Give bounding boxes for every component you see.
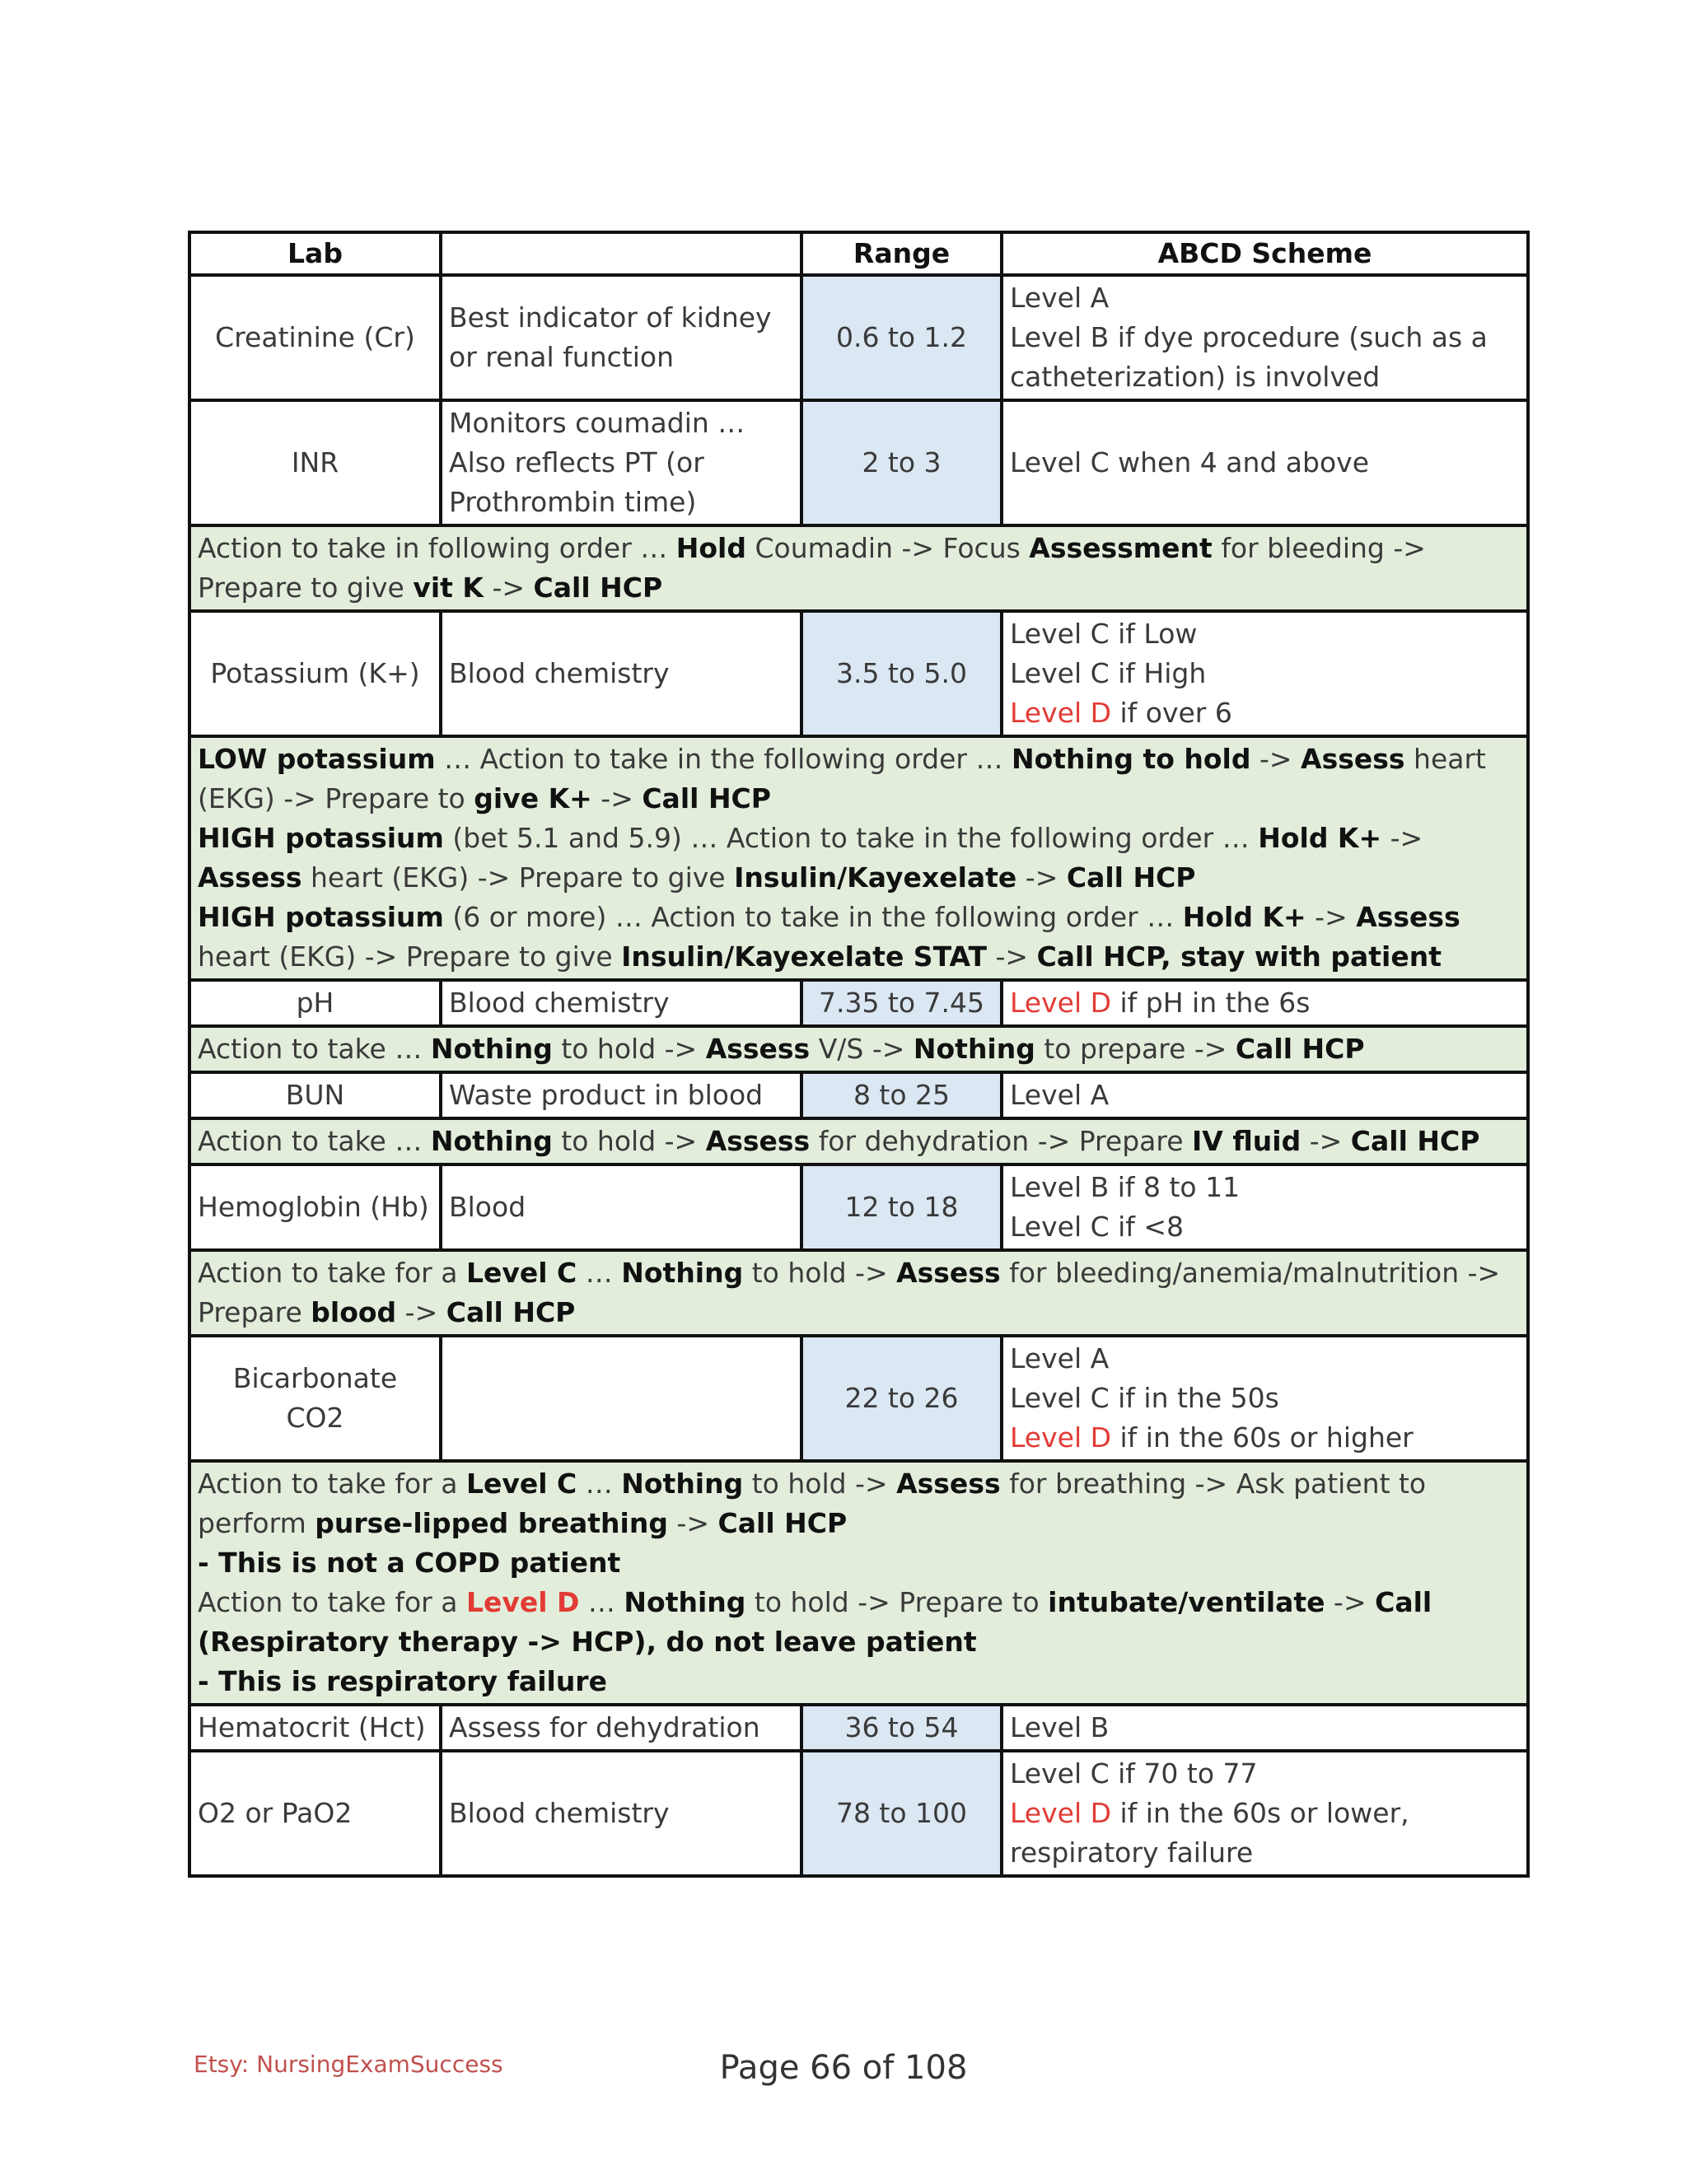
lab-name: BUN [189, 1072, 441, 1118]
scheme-line: Level D if in the 60s or higher [1010, 1421, 1414, 1454]
scheme-line: Level D if in the 60s or lower, respiratory failure [1010, 1797, 1409, 1869]
abcd-scheme [1002, 611, 1528, 736]
table-header-row [189, 232, 1528, 275]
scheme-line: Level D if over 6 [1010, 697, 1232, 729]
lab-name: Hemoglobin (Hb) [189, 1164, 441, 1250]
lab-description: Blood chemistry [441, 980, 801, 1026]
action-row [189, 1461, 1528, 1705]
lab-range: 3.5 to 5.0 [801, 611, 1002, 736]
lab-description [441, 1336, 801, 1461]
footer-etsy-credit: Etsy: NursingExamSuccess [194, 2051, 503, 2078]
header-abcd-scheme: ABCD Scheme [1002, 232, 1528, 275]
lab-range: 36 to 54 [801, 1705, 1002, 1751]
scheme-line: Level C if in the 50s [1010, 1382, 1279, 1414]
lab-range: 22 to 26 [801, 1336, 1002, 1461]
scheme-line: Level B if 8 to 11 [1010, 1171, 1241, 1203]
lab-range: 0.6 to 1.2 [801, 275, 1002, 400]
action-row [189, 1118, 1528, 1164]
scheme-line: Level A [1010, 282, 1110, 314]
action-row [189, 736, 1528, 980]
action-row [189, 1026, 1528, 1072]
lab-name: Creatinine (Cr) [189, 275, 441, 400]
scheme-line: Level C if High [1010, 657, 1207, 689]
lab-description: Waste product in blood [441, 1072, 801, 1118]
lab-description: Assess for dehydration [441, 1705, 801, 1751]
lab-range: 78 to 100 [801, 1751, 1002, 1876]
lab-name: pH [189, 980, 441, 1026]
scheme-line: Level C if 70 to 77 [1010, 1757, 1258, 1790]
lab-name: INR [189, 400, 441, 525]
action-text: LOW potassium … Action to take in the following order … Nothing to hold -> Assess heart (EKG) -> Prepare to give K+ -> Call HCP HIGH potassium (bet 5.1 and 5.9) … Action to take in the following order … Hold K+ -> Assess heart (EKG) -> Prepare to give Insulin/Kayexelate -> Call HCP HIGH potassium (6 or more) … Action to take in the following order … Hold K+ -> Assess heart (EKG) -> Prepare to give Insulin/Kayexelate STAT -> Call HCP, stay with patient [189, 736, 1528, 980]
abcd-scheme: Level A [1002, 1072, 1528, 1118]
lab-description: Blood [441, 1164, 801, 1250]
lab-range: 2 to 3 [801, 400, 1002, 525]
lab-description: Blood chemistry [441, 611, 801, 736]
abcd-scheme [1002, 1336, 1528, 1461]
action-text: Action to take for a Level C … Nothing to hold -> Assess for bleeding/anemia/malnutrition -> Prepare blood -> Call HCP [189, 1250, 1528, 1336]
action-row [189, 525, 1528, 611]
lab-name: Hematocrit (Hct) [189, 1705, 441, 1751]
scheme-line: Level C if <8 [1010, 1211, 1185, 1243]
header-lab: Lab [189, 232, 441, 275]
lab-description: Blood chemistry [441, 1751, 801, 1876]
action-text: Action to take for a Level C … Nothing to hold -> Assess for breathing -> Ask patient to perform purse-lipped breathing -> Call HCP - This is not a COPD patient Action to take for a Level D … Nothing to hold -> Prepare to intubate/ventilate -> Call (Respiratory therapy -> HCP), do not leave patient - This is respiratory failure [189, 1461, 1528, 1705]
abcd-scheme [1002, 1164, 1528, 1250]
table-row [189, 611, 1528, 736]
abcd-scheme: Level C when 4 and above [1002, 400, 1528, 525]
table-row [189, 1072, 1528, 1118]
abcd-scheme [1002, 275, 1528, 400]
lab-name: Bicarbonate CO2 [189, 1336, 441, 1461]
scheme-line: Level B if dye procedure (such as a catheterization) is involved [1010, 321, 1488, 393]
scheme-line: Level C if Low [1010, 618, 1198, 650]
scheme-line: Level A [1010, 1342, 1110, 1374]
lab-values-table [188, 231, 1530, 1878]
table-row [189, 1164, 1528, 1250]
header-range: Range [801, 232, 1002, 275]
abcd-scheme: Level B [1002, 1705, 1528, 1751]
lab-range: 12 to 18 [801, 1164, 1002, 1250]
lab-range: 8 to 25 [801, 1072, 1002, 1118]
lab-name: Potassium (K+) [189, 611, 441, 736]
table-row [189, 1705, 1528, 1751]
lab-name: O2 or PaO2 [189, 1751, 441, 1876]
lab-range: 7.35 to 7.45 [801, 980, 1002, 1026]
action-text: Action to take in following order … Hold Coumadin -> Focus Assessment for bleeding -> Prepare to give vit K -> Call HCP [189, 525, 1528, 611]
action-text: Action to take … Nothing to hold -> Assess for dehydration -> Prepare IV fluid -> Call HCP [189, 1118, 1528, 1164]
lab-description: Best indicator of kidney or renal function [441, 275, 801, 400]
header-description [441, 232, 801, 275]
action-text: Action to take … Nothing to hold -> Assess V/S -> Nothing to prepare -> Call HCP [189, 1026, 1528, 1072]
table-row [189, 980, 1528, 1026]
page-number: Page 66 of 108 [719, 2049, 968, 2087]
lab-description: Monitors coumadin … Also reflects PT (or Prothrombin time) [441, 400, 801, 525]
table-row [189, 1336, 1528, 1461]
table-row [189, 1751, 1528, 1876]
table-row [189, 400, 1528, 525]
abcd-scheme: Level D if pH in the 6s [1002, 980, 1528, 1026]
action-row [189, 1250, 1528, 1336]
abcd-scheme [1002, 1751, 1528, 1876]
table-row [189, 275, 1528, 400]
